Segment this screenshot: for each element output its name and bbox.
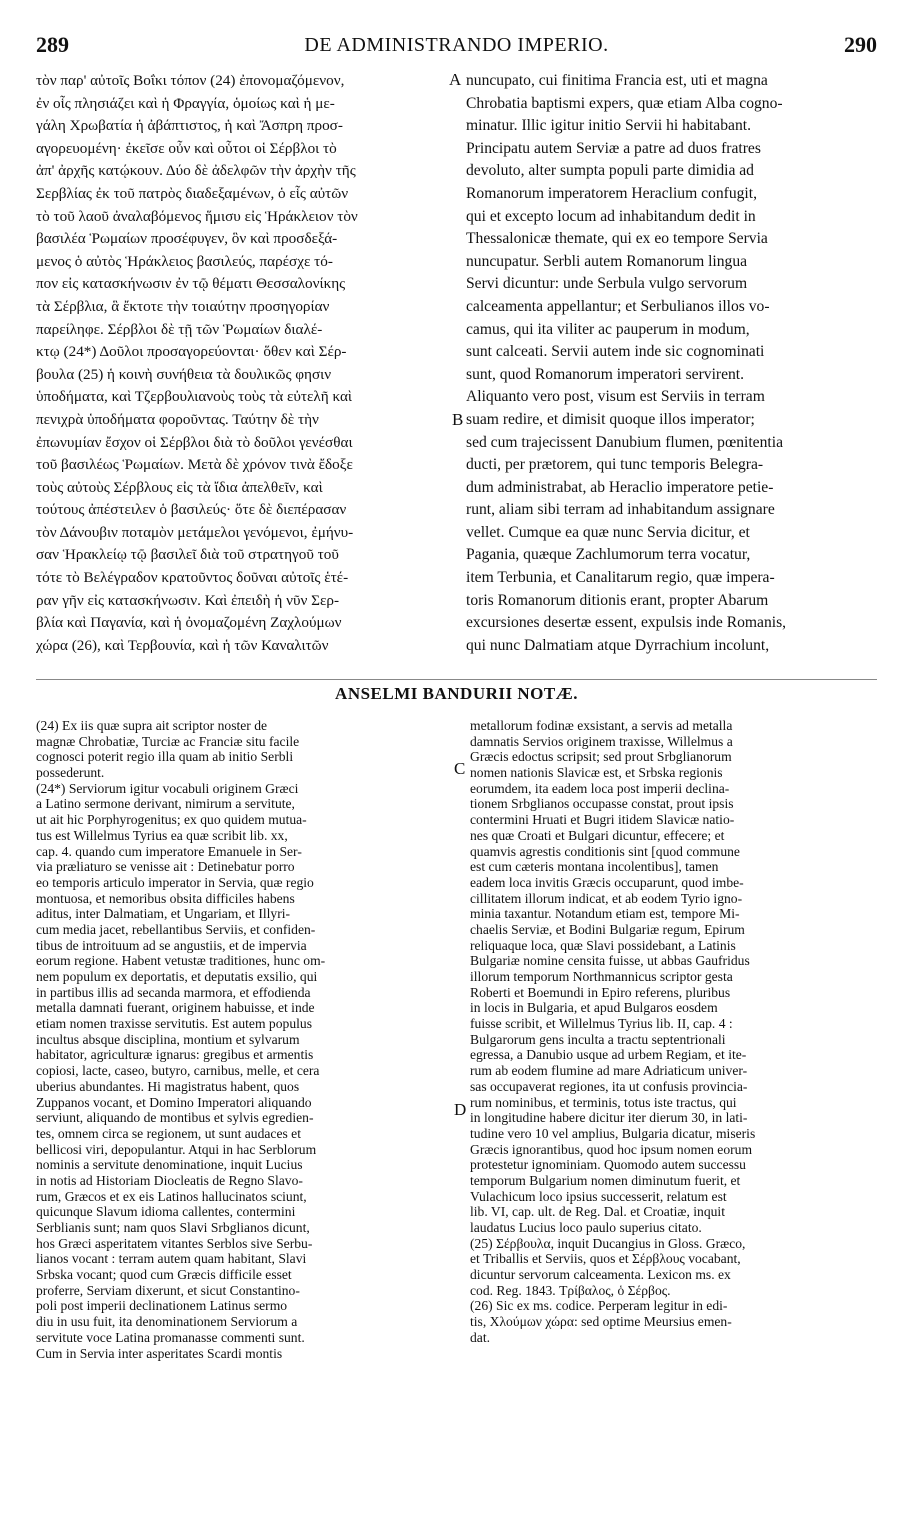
latin-text-line: nuncupatur. Serbli autem Romanorum lingua [466, 252, 748, 270]
note-line: rum ab eodem flumine ad mare Adriaticum univer- [470, 1063, 748, 1079]
note-line: eorum regione. Habent vetustæ traditiones, hunc om- [36, 953, 326, 969]
note-line: Vulachicum loco ipsius successerit, relatum est [470, 1188, 727, 1204]
greek-text-line: παρείληφε. Σέρβλοι δὲ τῇ τῶν Ῥωμαίων διαλέ- [36, 320, 323, 338]
note-line: minia taxantur. Notandum etiam est, tempore Mi- [470, 906, 740, 922]
latin-text-line: calceamenta appellantur; et Serbulianos illos vo- [466, 297, 770, 315]
greek-text-line: πον εἰς κατασκήνωσιν ἐν τῷ θέματι Θεσσαλονίκης [36, 275, 346, 293]
greek-text-line: γάλη Χρωβατία ἡ ἀβάπτιστος, ἡ καὶ Ἄσπρη προσ- [36, 117, 343, 135]
note-line: quamvis agrestis conditionis sint [quod commune [470, 843, 740, 859]
note-line: metallorum fodinæ exsistant, a servis ad metalla [470, 718, 733, 733]
greek-text-line: ἐν οἷς πλησιάζει καὶ ἡ Φραγγία, ὁμοίως καὶ ἡ με- [36, 94, 335, 112]
note-line: nomen nationis Slavicæ est, et Srbska regionis [470, 765, 723, 781]
note-line: aditus, inter Dalmatiam, et Ungariam, et Illyri- [36, 906, 291, 922]
latin-text-line: Romanorum imperatorem Heraclium confugit, [466, 184, 757, 202]
note-line: tibus de introituum ad se angustiis, et de impervia [36, 937, 307, 953]
note-line: in partibus illis ad secanda marmora, et effodienda [36, 984, 311, 1000]
note-line: etiam nomen traxisse servitutis. Est autem populus [36, 1016, 312, 1032]
note-line: fuisse scribit, et Willelmus Tyrius lib. II, cap. 4 : [470, 1016, 733, 1032]
latin-text-line: toris Romanorum ditionis erant, propter Abarum [466, 591, 769, 609]
notes-left-column [36, 718, 448, 1361]
note-line: via præliaturo se venisse ait : Detinebatur porro [36, 859, 295, 875]
note-line: (24*) Serviorum igitur vocabuli originem Græci [36, 780, 299, 796]
notes-right-column [470, 718, 876, 1346]
page-header [36, 32, 877, 62]
note-line: nes quæ Croati et Bulgari dicuntur, effecere; et [470, 827, 725, 843]
latin-text-line: Aliquanto vero post, visum est Serviis in terram [466, 388, 765, 406]
latin-text-line: Servi dicuntur: unde Serbula vulgo servorum [466, 275, 748, 293]
note-line: Zuppanos vocant, et Domino Imperatori aliquando [36, 1094, 312, 1110]
latin-text-column [466, 70, 876, 674]
greek-text-line: τὸν παρ' αὐτοῖς Βοΐκι τόπον (24) ἐπονομαζόμενον, [36, 72, 345, 89]
greek-text-line: σαν Ἡρακλείῳ τῷ βασιλεῖ διὰ τοῦ στρατηγοῦ τοῦ [36, 546, 339, 564]
note-line: in notis ad Historiam Diocleatis de Regno Slavo- [36, 1172, 303, 1188]
note-line: dicuntur servorum calceamenta. Lexicon ms. ex [470, 1267, 731, 1283]
note-line: (25) Σέρβουλα, inquit Ducangius in Gloss. Græco, [470, 1235, 746, 1251]
latin-text-line: excursiones desertæ essent, expulsis inde Romanis, [466, 614, 787, 632]
greek-text-line: τούτους ἀπέστειλεν ὁ βασιλεύς· ὅτε δὲ διεπέρασαν [36, 501, 347, 519]
greek-text-line: τὰ Σέρβλια, ἃ ἔκτοτε τὴν τοιαύτην προσηγορίαν [36, 297, 330, 315]
note-line: montuosa, et nemoribus obsita difficiles habens [36, 890, 295, 906]
note-line: rum nominibus, et terminis, totus iste tractus, qui [470, 1094, 737, 1110]
latin-text-line: Chrobatia baptismi expers, quæ etiam Alba cogno- [466, 94, 783, 112]
greek-text-line: τοῦ βασιλέως Ῥωμαίων. Μετὰ δὲ χρόνον τινὰ ἔδοξε [36, 456, 353, 474]
latin-text-line: minatur. Illic igitur initio Servii hi habitabant. [466, 117, 751, 135]
note-line: in locis in Bulgaria, et apud Bulgaros eosdem [470, 1000, 718, 1016]
greek-text-column [36, 70, 448, 674]
greek-text-line: τότε τὸ Βελέγραδον κρατοῦντος δοῦναι αὐτοῖς ἑτέ- [36, 569, 349, 587]
greek-text-line: βλία καὶ Παγανία, καὶ ἡ ὀνομαζομένη Ζαχλούμων [36, 614, 342, 632]
note-line: Srbska vocant; quod cum Græcis difficile esset [36, 1267, 292, 1283]
note-line: serviunt, aliquando de montibus et sylvis egredien- [36, 1110, 314, 1126]
note-line: cillitatem illorum indicat, et ab eodem Tyrio igno- [470, 890, 743, 906]
notes-divider [36, 679, 877, 680]
greek-text-line: τὸ τοῦ λαοῦ ἀναλαβόμενος ἥμισυ εἰς Ἡράκλειον τὸν [36, 207, 358, 225]
note-line: (26) Sic ex ms. codice. Perperam legitur in edi- [470, 1298, 728, 1314]
latin-text-line: nuncupato, cui finitima Francia est, uti et magna [466, 72, 768, 89]
margin-letter-a: A [449, 70, 462, 89]
note-line: protestetur ignominiam. Quomodo autem successu [470, 1157, 746, 1173]
note-line: habitator, agriculturæ ignarus: gregibus et armentis [36, 1047, 314, 1063]
note-line: Bulgariæ nomine censita fuisse, ut abbas Gaufridus [470, 953, 750, 969]
greek-text-line: ὑποδήματα, καὶ Τζερβουλιανοὺς τοὺς τὰ εὐτελῆ καὶ [36, 388, 353, 406]
page-number-right: 290 [844, 32, 877, 57]
note-line: laudatus Lucius loco paulo superius citato. [470, 1220, 702, 1235]
greek-text-line: τοὺς αὐτοὺς Σέρβλους εἰς τὰ ἴδια ἀπελθεῖν, καὶ [36, 478, 323, 496]
greek-text-line: ἐπωνυμίαν ἔσχον οἱ Σέρβλοι διὰ τὸ δοῦλοι γενέσθαι [36, 433, 353, 451]
note-line: cognosci poterit regio illa quam ab initio Serbli [36, 749, 294, 765]
latin-text-line: dum administrabat, ab Heraclio imperatore petie- [466, 478, 774, 496]
greek-text-line: χώρα (26), καὶ Τερβουνία, καὶ ἡ τῶν Καναλιτῶν [36, 636, 329, 654]
latin-text-line: sed cum trajecissent Danubium flumen, pœnitentia [466, 433, 783, 451]
note-line: a Latino sermone derivant, nimirum a servitute, [36, 796, 295, 812]
latin-text-line: sunt calceati. Servii autem inde sic cognominati [466, 343, 765, 361]
note-line: eorumdem, ita eadem loca post imperii declina- [470, 780, 730, 796]
note-line: diu in usu fuit, ita denominationem Serviorum a [36, 1314, 298, 1330]
note-line: Græcis edoctus scripsit; sed prout Srbglianorum [470, 749, 732, 765]
note-line: uberius abundantes. Hi magistratus habent, quos [36, 1078, 300, 1094]
latin-text-line: ducti, per prætorem, qui tunc temporis Belegra- [466, 456, 764, 474]
note-line: tis, Χλούμων χώρα: sed optime Meursius emen- [470, 1314, 732, 1330]
note-line: eadem loca invitis Græcis occuparunt, quod imbe- [470, 874, 744, 890]
note-line: Serblianis sunt; nam quos Slavi Srbglianos dicunt, [36, 1220, 310, 1235]
note-line: ut ait hic Porphyrogenitus; ex quo quidem mutua- [36, 812, 307, 828]
latin-text-line: runt, aliam sibi terram ad inhabitandum assignare [466, 501, 775, 519]
latin-text-line: qui nunc Dalmatiam atque Dyrrachium incolunt, [466, 636, 770, 654]
note-line: Roberti et Boemundi in Epiro referens, pluribus [470, 984, 731, 1000]
greek-text-line: βουλα (25) ἡ κοινὴ συνήθεια τὰ δουλικῶς φησιν [36, 365, 332, 383]
note-line: metalla damnati fuerant, originem habuisse, et inde [36, 1000, 315, 1016]
note-line: hos Græci asperitatem vitantes Serblos sive Serbu- [36, 1235, 313, 1251]
greek-text-line: αγορευομένη· ἐκεῖσε οὖν καὶ οὗτοι οἱ Σέρβλοι τὸ [36, 139, 337, 157]
latin-text-line: sunt, quod Romanorum imperatori servirent. [466, 365, 745, 383]
note-line: Cum in Servia inter asperitates Scardi montis [36, 1345, 283, 1361]
note-line: cap. 4. quando cum imperatore Emanuele in Ser- [36, 843, 302, 859]
note-line: in longitudine habere dicitur iter dierum 30, in lati- [470, 1110, 748, 1126]
note-line: poli post imperii declinationem Latinus sermo [36, 1298, 288, 1314]
latin-text-line: camus, qui ita viliter ac pauperum in modum, [466, 320, 750, 338]
latin-text-line: suam redire, et dimisit quoque illos imperator; [466, 410, 755, 428]
note-line: lib. VI, cap. ult. de Reg. Dal. et Croatiæ, inquit [470, 1204, 725, 1220]
note-line: proferre, Serviam dixerunt, et sicut Constantino- [36, 1282, 300, 1298]
note-line: est cum cæteris montana incolentibus], tamen [470, 859, 719, 875]
note-line: egressa, a Danubio usque ad urbem Regiam, et ite- [470, 1047, 747, 1063]
margin-letter-b: B [452, 410, 464, 429]
note-line: eo temporis articulo imperator in Servia, quæ regio [36, 874, 314, 890]
latin-text-line: item Terbunia, et Canalitarum regio, quæ impera- [466, 569, 775, 587]
note-line: tes, omnem circa se regionem, ut sunt audaces et [36, 1125, 301, 1141]
latin-text-line: devoluto, alter sumpta populi parte dimidia ad [466, 162, 754, 180]
note-line: quicunque Slavum idioma callentes, contermini [36, 1204, 296, 1220]
note-line: contermini Hruati et Bugri itidem Slavicæ natio- [470, 812, 735, 828]
latin-text-line: Thessalonicæ themate, qui ex eo tempore Servia [466, 230, 768, 248]
note-line: nominis a servitute denominatione, inquit Lucius [36, 1157, 303, 1173]
greek-text-line: ραν γῆν εἰς κατασκήνωσιν. Καὶ ἐπειδὴ ἡ νῦν Σερ- [36, 591, 340, 609]
note-line: magnæ Chrobatiæ, Turciæ ac Franciæ situ facile [36, 733, 300, 749]
running-title: DE ADMINISTRANDO IMPERIO. [304, 34, 609, 56]
note-line: possederunt. [36, 765, 105, 781]
greek-text-line: τὸν Δάνουβιν ποταμὸν μετάμελοι γενόμενοι, ἐμήνυ- [36, 523, 354, 541]
greek-text-line: μενος ὁ αὐτὸς Ἡράκλειος βασιλεύς, παρέσχε τό- [36, 252, 333, 270]
note-line: bellicosi viri, depopulantur. Atqui in hac Serblorum [36, 1141, 317, 1157]
note-line: tus est Willelmus Tyrius ea quæ scribit lib. xx, [36, 827, 288, 843]
note-line: temporum Bulgarium nomen diminutum fuerit, et [470, 1172, 741, 1188]
note-line: rum, Græcos et ex eis Latinos hallucinatos sciunt, [36, 1188, 307, 1204]
note-line: chaelis Serviæ, et Bodini Bulgariæ regum, Epirum [470, 921, 745, 937]
note-line: cod. Reg. 1843. Τρίβαλος, ὁ Σέρβος. [470, 1282, 671, 1298]
greek-text-line: Σερβλίας ἐκ τοῦ πατρὸς διαδεξαμένων, ὁ εἷς αὐτῶν [36, 184, 349, 202]
note-line: damnatis Servios originem traxisse, Willelmus a [470, 733, 733, 749]
note-line: nem populum ex deportatis, et deputatis exsilio, qui [36, 969, 318, 984]
latin-text-line: qui et excepto locum ad inhabitandum dedit in [466, 207, 756, 225]
note-line: et Triballis et Serviis, quos et Σέρβλους vocabant, [470, 1251, 741, 1267]
note-line: reliquaque loca, quæ Slavi possidebant, a Latinis [470, 937, 736, 953]
note-line: servitute voce Latina promanasse commenti sunt. [36, 1329, 305, 1345]
note-line: tionem Srbglianos occupasse constat, prout ipsis [470, 796, 734, 812]
greek-text-line: κτῳ (24*) Δοῦλοι προσαγορεύονται· ὅθεν καὶ Σέρ- [36, 343, 347, 361]
note-line: tudine vero 10 vel amplius, Bulgaria dicatur, miseris [470, 1125, 756, 1141]
greek-text-line: ἀπ' ἀρχῆς κατῴκουν. Δύο δὲ ἀδελφῶν τὴν ἀρχὴν τῆς [36, 162, 356, 180]
latin-text-line: Principatu autem Serviæ a patre ad duos fratres [466, 139, 761, 157]
notes-heading: ANSELMI BANDURII NOTÆ. [335, 684, 578, 703]
note-line: (24) Ex iis quæ supra ait scriptor noster de [36, 718, 268, 733]
greek-text-line: βασιλέα Ῥωμαίων προσέφυγεν, ὃν καὶ προσδεξά- [36, 230, 338, 248]
page-number-left: 289 [36, 32, 69, 57]
note-line: sas occupaverat regiones, ita ut confusis provincia- [470, 1078, 748, 1094]
note-line: cum media jacet, rebellantibus Serviis, et confiden- [36, 921, 316, 937]
greek-text-line: πενιχρὰ ὑποδήματα φοροῦντας. Ταύτην δὲ τὴν [36, 410, 319, 428]
note-line: Græcis ignorantibus, quod hoc ipsum nomen eorum [470, 1141, 753, 1157]
latin-text-line: vellet. Cumque ea quæ nunc Servia dicitur, et [466, 523, 750, 541]
note-line: illorum temporum Northmannicus scriptor gesta [470, 969, 733, 984]
note-line: dat. [470, 1329, 491, 1345]
margin-letter-c: C [454, 759, 466, 778]
note-line: incultus absque disciplina, montium et sylvarum [36, 1031, 300, 1047]
note-line: lianos vocant : terram autem quam habitant, Slavi [36, 1251, 307, 1267]
note-line: Bulgarorum gens inculta a tractu septentrionali [470, 1031, 726, 1047]
latin-text-line: Pagania, quæque Zachlumorum terra vocatur, [466, 546, 751, 564]
note-line: copiosi, lacte, caseo, butyro, carnibus, melle, et cera [36, 1063, 320, 1079]
margin-letter-d: D [454, 1100, 467, 1119]
